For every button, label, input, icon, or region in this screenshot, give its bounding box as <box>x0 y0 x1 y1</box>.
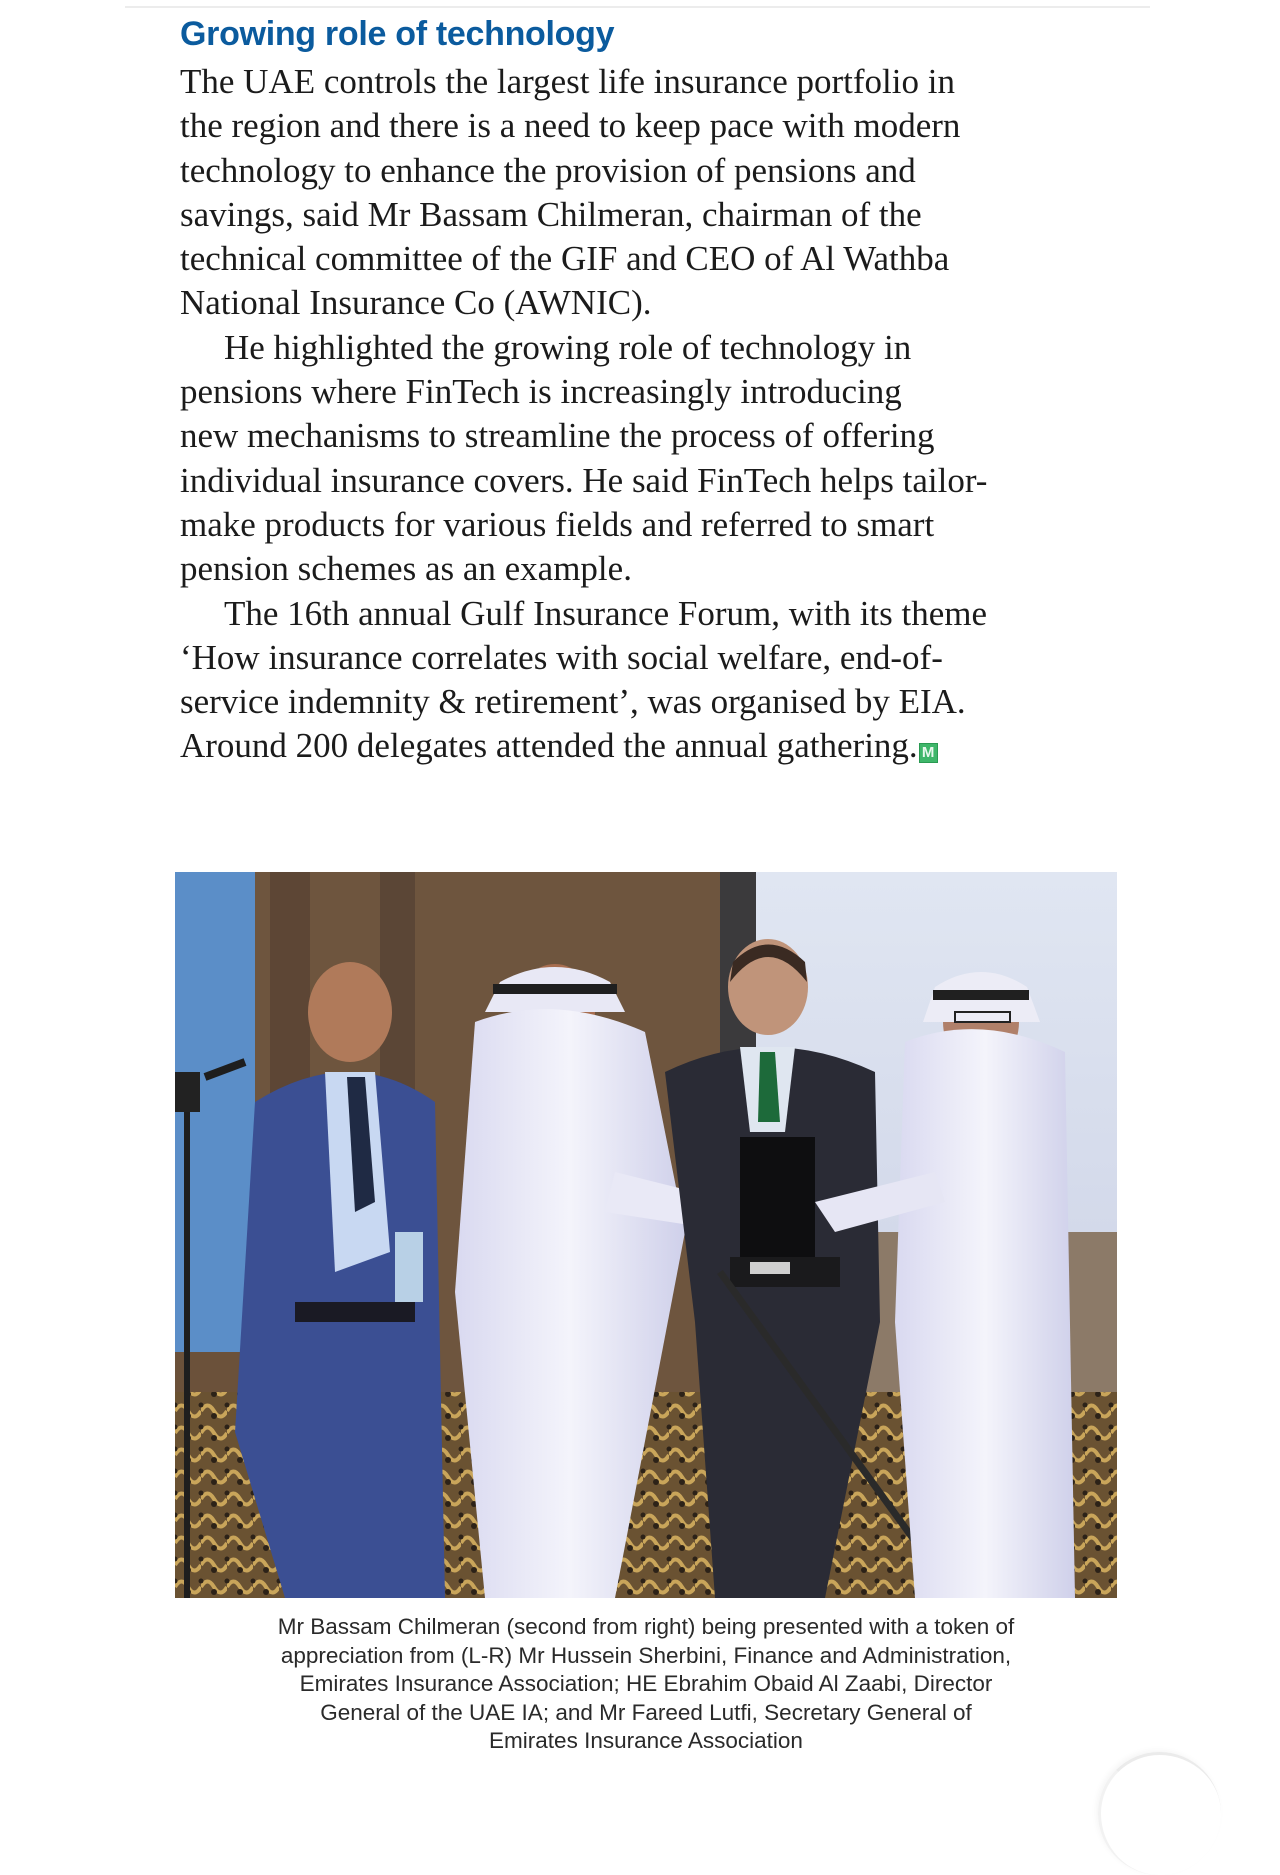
text-line: savings, said Mr Bassam Chilmeran, chairman of the <box>180 194 922 234</box>
paragraph-3 <box>180 592 1120 769</box>
section-heading: Growing role of technology <box>180 15 615 53</box>
page-curl-shadow <box>1098 1752 1221 1875</box>
text-line: He highlighted the growing role of technology in <box>224 327 912 367</box>
text-line: technical committee of the GIF and CEO of Al Wathba <box>180 239 950 279</box>
event-photo <box>175 872 1117 1598</box>
text-line-last <box>180 724 1120 768</box>
photo-caption <box>176 1613 1116 1756</box>
text-line: the region and there is a need to keep pace with modern <box>180 106 961 146</box>
text-line: pension schemes as an example. <box>180 549 632 589</box>
caption-line: General of the UAE IA; and Mr Fareed Lutfi, Secretary General of <box>320 1699 972 1725</box>
text-line: National Insurance Co (AWNIC). <box>180 283 652 323</box>
text-line: The 16th annual Gulf Insurance Forum, with its theme <box>224 593 988 633</box>
text-line: technology to enhance the provision of pensions and <box>180 150 916 190</box>
top-divider <box>125 6 1150 8</box>
paragraph-1 <box>180 60 1120 326</box>
caption-line: Mr Bassam Chilmeran (second from right) being presented with a token of <box>277 1614 1015 1639</box>
caption-line: Emirates Insurance Association; HE Ebrahim Obaid Al Zaabi, Director <box>299 1671 993 1697</box>
text-line: pensions where FinTech is increasingly introducing <box>180 372 902 412</box>
text-line: service indemnity & retirement’, was organised by EIA. <box>180 682 966 722</box>
paragraph-2 <box>180 326 1120 592</box>
text-line: make products for various fields and referred to smart <box>180 504 935 544</box>
text-line: new mechanisms to streamline the process of offering <box>180 416 935 456</box>
text-line: ‘How insurance correlates with social welfare, end-of- <box>180 637 943 677</box>
magazine-end-mark-icon: M <box>919 743 938 763</box>
caption-line: appreciation from (L-R) Mr Hussein Sherbini, Finance and Administration, <box>280 1642 1012 1668</box>
article-body <box>180 60 1120 769</box>
text-line: individual insurance covers. He said FinTech helps tailor- <box>180 460 988 500</box>
text-line: The UAE controls the largest life insurance portfolio in <box>180 62 955 101</box>
text-line-content: Around 200 delegates attended the annual gathering. <box>180 726 918 766</box>
caption-line: Emirates Insurance Association <box>489 1728 803 1754</box>
